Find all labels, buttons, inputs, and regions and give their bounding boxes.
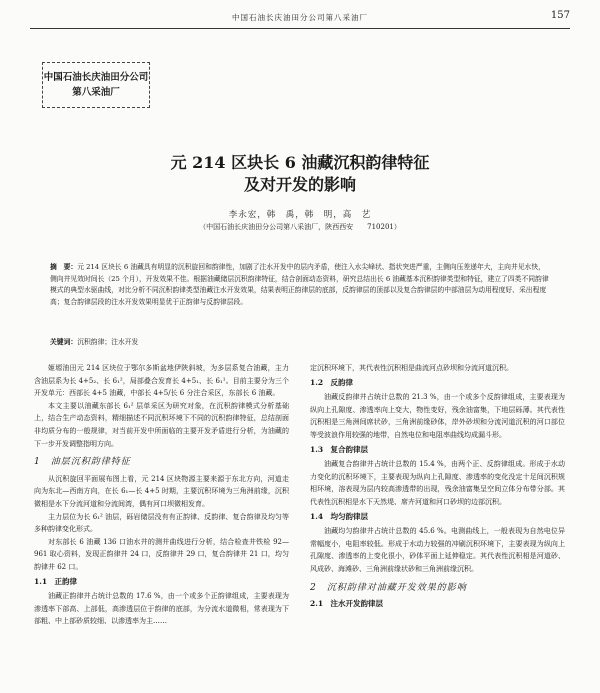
paragraph: 本文主要以油藏东部长 6₁² 层单采区为研究对象，在沉积韵律模式分析基础上，结合生产动态资料，精细描述不同沉积环境下不同的沉积韵律特征，总结剖面非均质分布的一般规律，对当前开发中所面临的主要开发矛盾进行分析，为油藏的下一步开发调整指明方向。 [34,401,289,448]
subsection-heading: 1.3 复合韵律层 [310,444,369,454]
abstract-text: 元 214 区块长 6 油藏具有明显的沉积旋回和韵律性，加剧了注水开发中的层内矛盾，使注入水尖峰状、指状突进严重，主侧向压差递年大，主向井见水快，侧向井见效时间长（25 个月），开发效果不佳。根据油藏储层沉积韵律特征，结合剖面动态资料，研究总结出长 6 油藏基本沉积韵律类型和特征，建立了四类不同韵律模式的典型水驱曲线，对比分析不同沉积韵律类型油藏注水开发效果，结果表明正韵律层的底部，反韵律层的顶部以及复合韵律层的中部油层为动用程度好、采出程度高；复合韵律层段的注水开发效果明显优于正韵律与反韵律层段。 [50,263,549,306]
subsection-heading: 1.1 正韵律 [34,576,78,586]
stamp-line-1: 中国石油长庆油田分公司 [43,72,149,83]
paragraph: 从沉积旋回平面展布图上看，元 214 区块物源主要来源于东北方向，河道走向为东北—西南方向，在长 6₁—长 4+5 时期，主要沉积环境为三角洲前缘，沉积微相是水下分流河道和分流间湾，偶有河口坝微相发育。 [34,474,289,508]
paper-title [60,152,540,196]
paragraph: 油藏复合韵律井占统计总数的 15.4 %，由两个正、反韵律组成。形成于水动力变化的沉积环境下，主要表现为纵向上孔隙度、渗透率的变化没定十足间沉积规相环境，溶表现为层内较高渗透带的出现，残余油富集呈空间立体分布带分部。其代表性沉积相是水下天然堤、席卉河道和河口砂坝的边部沉积。 [310,460,565,506]
abstract-label: 摘 要： [50,263,78,271]
running-header: 中国石油长庆油田分公司第八采油厂 [232,13,368,22]
right-column [310,362,565,613]
paragraph: 油藏均匀韵律井占统计总数的 45.6 %。电测曲线上，一般表现为自然电位异常幅度小，电阻率较低。形成于水动力较强的冲刷沉积环境下，主要表现为纵向上孔隙度、渗透率的上变化很小，砂体平面上延伸稳定。其代表性沉积相是河道砂、风成砂、海滩砂、三角洲前缘状砂和三角洲前缘沉积。 [310,527,565,573]
stamp-line-2: 第八采油厂 [72,87,120,98]
paragraph: 姬塬油田元 214 区块位于鄂尔多斯盆地伊陕斜坡，为多层系复合油藏，主力含油层系为长 4+5₂、长 6₁²，局部叠合发育长 4+5₁、长 6₁¹。目前主要分为三个开发单元：西部长 4+5 油藏，中部长 4+5/长 6 分注合采区，东部长 6 油藏。 [34,364,289,398]
left-column [34,362,289,628]
subsection-heading: 2.1 注水开发韵律层 [310,599,384,609]
institution-stamp [42,62,150,108]
page-number: 157 [550,10,570,21]
keywords-label: 关键词： [50,338,78,346]
header-rule [30,28,570,29]
paragraph: 对东部长 6 油藏 136 口油水井的测井曲线进行分析，结合检查井铁检 92—961 取心资料，发现正韵律井 24 口，反韵律井 29 口，复合韵律井 21 口，均匀韵律井 62 口。 [34,537,289,571]
title-line-2: 及对开发的影响 [243,175,356,194]
authors: 李永宏，韩 禹，韩 明，高 艺 [228,210,372,220]
subsection-heading: 1.2 反韵律 [310,377,354,387]
paragraph: 油藏反韵律井占统计总数的 21.3 %，由一个或多个反韵律组成，主要表现为纵向上孔隙度、渗透率向上变大，物性变好，残余油富集，下地层砾薄。其代表性沉积相是三角洲间席状砂，三角洲前缘砂体，岸外砂坝和分流河道沉积的河口部位等受波浪作用较强的地带，自然电位和电阻率曲线均成漏斗形。 [310,393,565,439]
subsection-heading: 1.4 均匀韵律层 [310,511,369,521]
paragraph: 主力层位为长 6₁² 油层，砾岩储层没有有正韵律、反韵律、复合韵律及均匀等多种韵律变化形式。 [34,512,289,534]
title-line-1: 元 214 区块长 6 油藏沉积韵律特征 [170,153,430,172]
keywords-text: 沉积韵律；注水开发 [77,338,139,346]
paragraph: 油藏正韵律井占统计总数的 17.6 %，由一个或多个正韵律组成，主要表现为渗透率下部高、上部低，高渗透层位于韵律的底部，为分流水道微相，常表现为下部粗、中上部砂质较细、以渗透率为主…… [34,592,289,626]
section-heading: 1 油层沉积韵律特征 [34,457,131,468]
affiliation: （中国石油长庆油田分公司第八采油厂，陕西西安 710201） [199,223,401,231]
section-heading: 2 沉积韵律对油藏开发效果的影响 [310,582,467,593]
paragraph: 定沉积环境下，其代表性沉积相是曲流河点砂坝和分流河道沉积。 [310,364,513,372]
keywords [50,336,550,346]
abstract [50,262,550,308]
